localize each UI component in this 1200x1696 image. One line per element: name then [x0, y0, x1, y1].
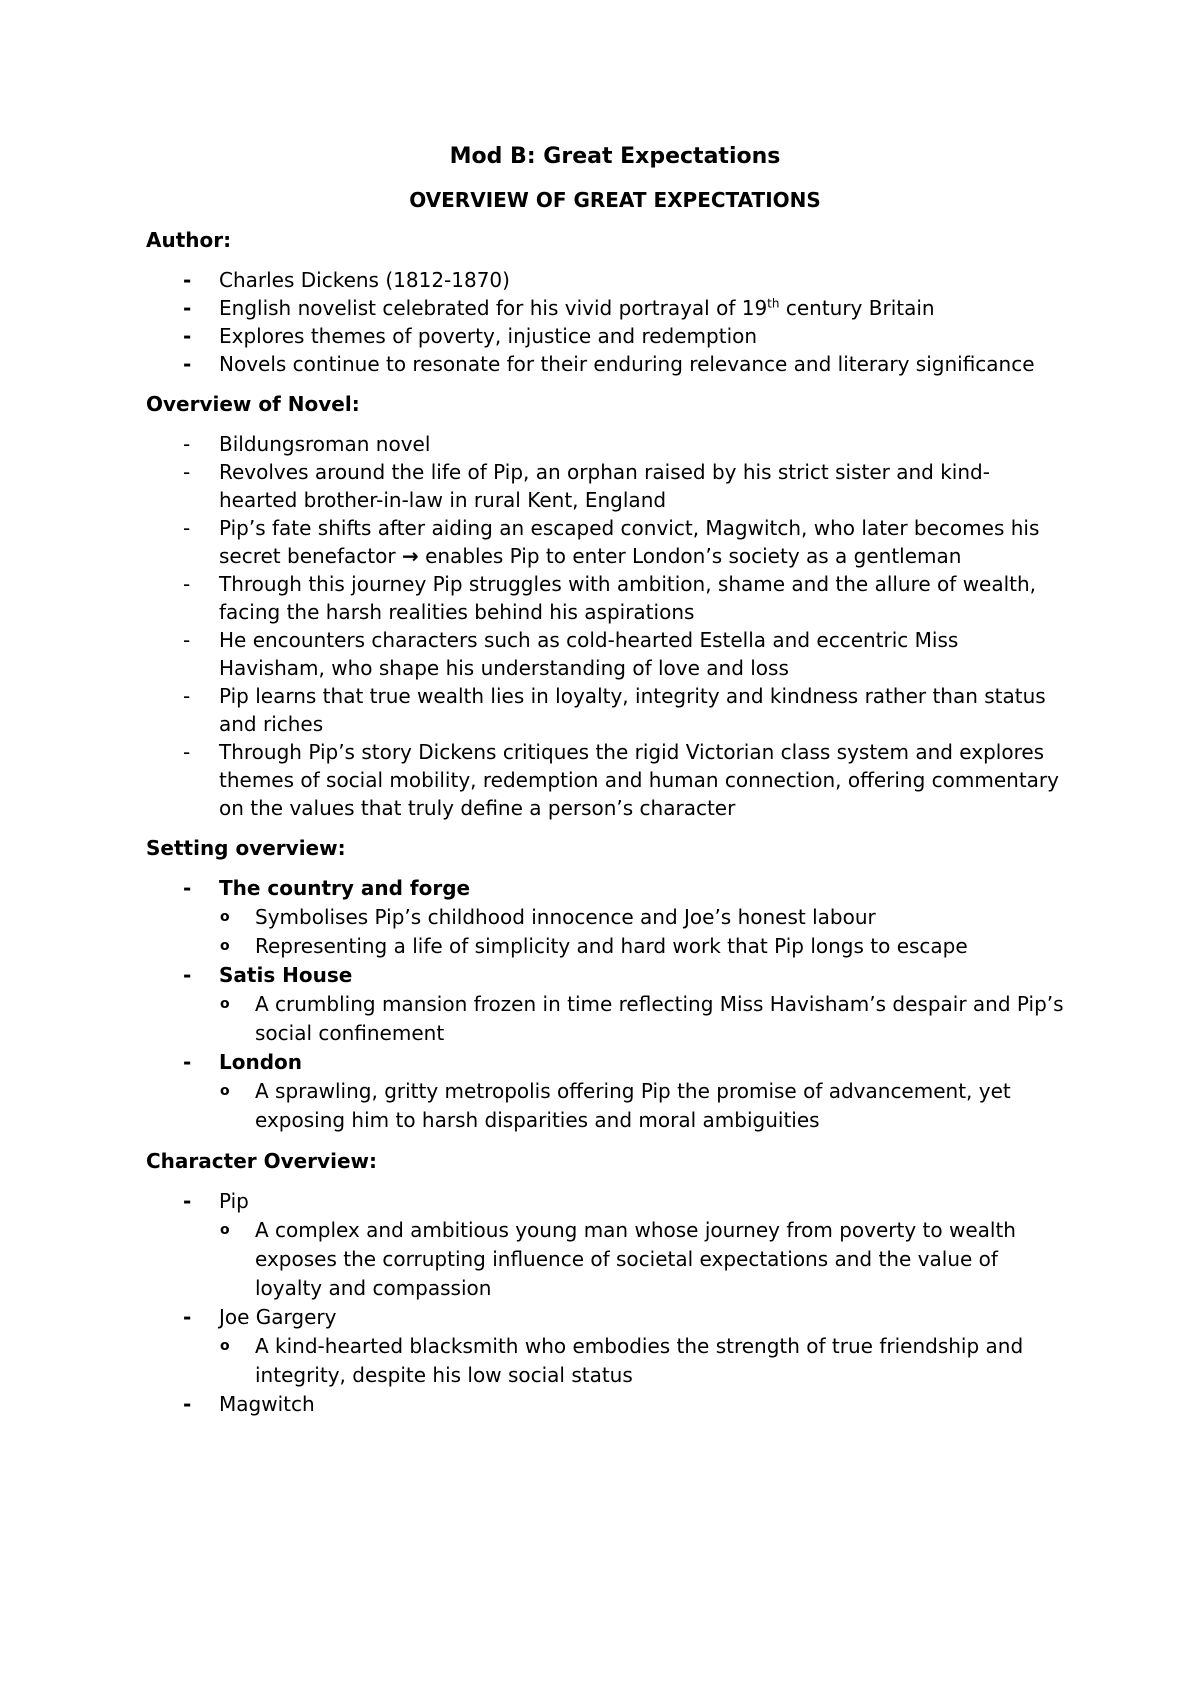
list-item — [146, 350, 1066, 378]
character-name: Joe Gargery — [219, 1305, 337, 1329]
dash-bullet: - — [183, 740, 191, 764]
list-item — [146, 682, 1066, 738]
dash-bullet: - — [183, 352, 192, 376]
list-item — [146, 570, 1066, 626]
sub-item-text: A crumbling mansion frozen in time reflecting Miss Havisham’s despair and Pip’s social confinement — [255, 992, 1064, 1045]
dash-bullet: - — [183, 1189, 192, 1213]
author-list — [146, 266, 1066, 378]
dash-bullet: - — [183, 1392, 192, 1416]
document-title: Mod B: Great Expectations — [449, 144, 781, 169]
dash-bullet: - — [183, 296, 192, 320]
list-item-text-tail: enables Pip to enter London’s society as a gentleman — [418, 544, 962, 568]
sub-list-item — [219, 1216, 1066, 1303]
list-item — [146, 738, 1066, 822]
overview-heading: OVERVIEW OF GREAT EXPECTATIONS — [409, 188, 821, 212]
list-item — [146, 626, 1066, 682]
character-heading: Character Overview: — [146, 1149, 377, 1173]
novel-heading: Overview of Novel: — [146, 392, 360, 416]
circle-bullet-icon: o — [220, 1222, 230, 1238]
arrow-right-icon: → — [401, 544, 419, 568]
character-list — [146, 1187, 1066, 1419]
dash-bullet: - — [183, 876, 192, 900]
list-item — [146, 514, 1066, 570]
setting-label: Satis House — [219, 963, 353, 987]
list-item-text: Charles Dickens (1812-1870) — [219, 268, 510, 292]
list-item — [146, 458, 1066, 514]
dash-bullet: - — [183, 268, 192, 292]
document-content — [146, 142, 1066, 1431]
dash-bullet: - — [183, 963, 192, 987]
list-item — [146, 322, 1066, 350]
dash-bullet: - — [183, 432, 191, 456]
sub-list — [219, 1216, 1066, 1303]
circle-bullet-icon: o — [220, 1338, 230, 1354]
sub-list-item — [219, 990, 1066, 1048]
dash-bullet: - — [183, 324, 192, 348]
setting-label: London — [219, 1050, 303, 1074]
sub-list — [219, 990, 1066, 1048]
sub-item-text: Symbolises Pip’s childhood innocence and Joe’s honest labour — [255, 905, 876, 929]
circle-bullet-icon: o — [220, 938, 230, 954]
circle-bullet-icon: o — [220, 996, 230, 1012]
list-item — [146, 266, 1066, 294]
list-item — [146, 294, 1066, 322]
list-item — [146, 1187, 1066, 1303]
sub-item-text: A sprawling, gritty metropolis offering Pip the promise of advancement, yet exposing him to harsh disparities and moral ambiguities — [255, 1079, 1011, 1132]
list-item-text: Revolves around the life of Pip, an orphan raised by his strict sister and kind-hearted brother-in-law in rural Kent, England — [219, 460, 990, 512]
list-item — [146, 874, 1066, 961]
list-item-text: Through this journey Pip struggles with ambition, shame and the allure of wealth, facing the harsh realities behind his aspirations — [219, 572, 1037, 624]
circle-bullet-icon: o — [220, 1083, 230, 1099]
list-item — [146, 430, 1066, 458]
setting-label: The country and forge — [219, 876, 471, 900]
dash-bullet: - — [183, 1305, 192, 1329]
dash-bullet: - — [183, 460, 191, 484]
list-item — [146, 961, 1066, 1048]
sub-item-text: Representing a life of simplicity and hard work that Pip longs to escape — [255, 934, 968, 958]
circle-bullet-icon: o — [220, 909, 230, 925]
sub-list-item — [219, 932, 1066, 961]
setting-heading: Setting overview: — [146, 836, 346, 860]
list-item-text: Through Pip’s story Dickens critiques the rigid Victorian class system and explores themes of social mobility, redemption and human connection, offering commentary on the values that truly define a person’s character — [219, 740, 1059, 820]
sub-list — [219, 1332, 1066, 1390]
list-item — [146, 1048, 1066, 1135]
list-item — [146, 1303, 1066, 1390]
sub-item-text: A kind-hearted blacksmith who embodies the strength of true friendship and integrity, despite his low social status — [255, 1334, 1024, 1387]
list-item-text: He encounters characters such as cold-hearted Estella and eccentric Miss Havisham, who shape his understanding of love and loss — [219, 628, 959, 680]
sub-list — [219, 1077, 1066, 1135]
list-item — [146, 1390, 1066, 1419]
author-heading: Author: — [146, 228, 232, 252]
dash-bullet: - — [183, 628, 191, 652]
character-name: Pip — [219, 1189, 249, 1213]
dash-bullet: - — [183, 1050, 192, 1074]
setting-list — [146, 874, 1066, 1135]
dash-bullet: - — [183, 572, 191, 596]
list-item-text: Pip learns that true wealth lies in loyalty, integrity and kindness rather than status and riches — [219, 684, 1046, 736]
sub-list-item — [219, 903, 1066, 932]
sub-list — [219, 903, 1066, 961]
character-name: Magwitch — [219, 1392, 315, 1416]
list-item-text: Pip’s fate shifts after aiding an escaped convict, Magwitch, who later becomes his secret benefactor — [219, 516, 1040, 568]
sub-item-text: A complex and ambitious young man whose journey from poverty to wealth exposes the corrupting influence of societal expectations and the value of loyalty and compassion — [255, 1218, 1016, 1300]
list-item-text-tail: century Britain — [779, 296, 935, 320]
list-item-text: Bildungsroman novel — [219, 432, 431, 456]
sub-list-item — [219, 1077, 1066, 1135]
novel-list — [146, 430, 1066, 822]
list-item-text: Novels continue to resonate for their enduring relevance and literary significance — [219, 352, 1035, 376]
dash-bullet: - — [183, 684, 191, 708]
sub-list-item — [219, 1332, 1066, 1390]
list-item-text: English novelist celebrated for his vivid portrayal of 19 — [219, 296, 768, 320]
superscript: th — [767, 296, 780, 311]
list-item-text: Explores themes of poverty, injustice and redemption — [219, 324, 758, 348]
dash-bullet: - — [183, 516, 191, 540]
